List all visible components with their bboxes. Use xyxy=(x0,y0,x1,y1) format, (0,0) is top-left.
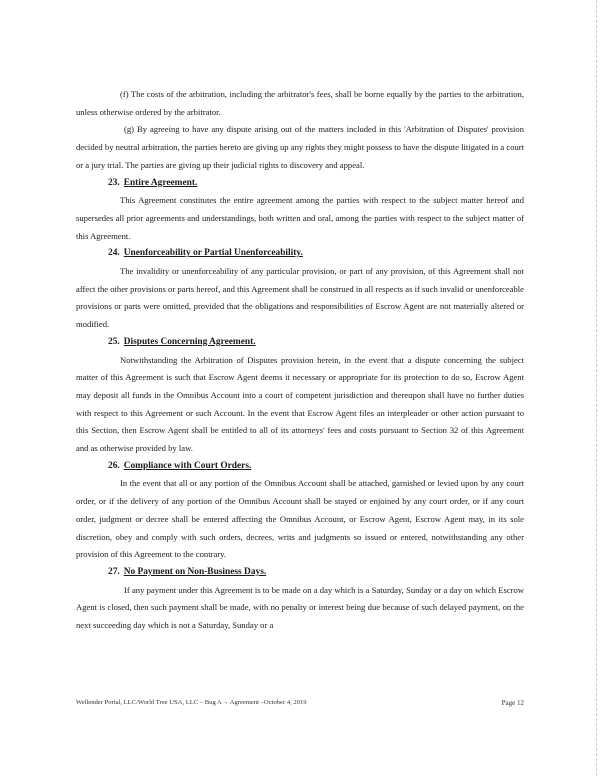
section-title: No Payment on Non-Business Days. xyxy=(123,566,267,577)
section-number: 23. xyxy=(108,177,120,188)
section-heading-25 xyxy=(76,334,524,352)
section-body-23: This Agreement constitutes the entire agreement among the parties with respect to the subject matter hereof and supersedes all prior agreements and understandings, both written and oral, among the parties with respect to the subject matter of this Agreement. xyxy=(76,195,524,241)
section-body-27: If any payment under this Agreement is to be made on a day which is a Saturday, Sunday or a day on which Escrow Agent is closed, then such payment shall be made, with no penalty or interest being due because of such delayed payment, on the next succeeding day which is not a Saturday, Sunday or a xyxy=(76,584,524,631)
footer-page-number: Page 12 xyxy=(501,699,524,707)
document-body xyxy=(76,86,524,635)
section-title: Entire Agreement. xyxy=(123,177,198,188)
page-edge-divider xyxy=(596,0,600,776)
section-title: Unenforceability or Partial Unenforceability. xyxy=(123,248,303,259)
section-heading-26 xyxy=(76,458,524,476)
section-number: 26. xyxy=(108,460,120,471)
section-heading-27 xyxy=(76,564,524,582)
section-body-26: In the event that all or any portion of the Omnibus Account shall be attached, garnished or levied upon by any court order, or if the delivery of any portion of the Omnibus Account shall be stayed or enjoined by any court order, or if any court order, judgment or decree shall be entered affecting the Omnibus Account, or Escrow Agent, Escrow Agent may, in its sole discretion, obey and comply with such orders, decrees, writs and judgments so issued or entered, notwithstanding any other provision of this Agreement to the contrary. xyxy=(76,478,524,560)
section-number: 24. xyxy=(108,248,120,259)
section-body-24: The invalidity or unenforceability of any particular provision, or part of any provision, of this Agreement shall not affect the other provisions or parts hereof, and this Agreement shall be construed in all respects as if such invalid or unenforceable provisions or parts were omitted, provided that the obligations and responsibilities of Escrow Agent are not materially altered or modified. xyxy=(76,266,524,330)
section-number: 27. xyxy=(108,566,120,577)
section-number: 25. xyxy=(108,336,120,347)
footer-document-info: Wellender Portal, LLC/World Tree USA, LLC – Bug A→ Agreement –October 4, 2019 xyxy=(76,699,307,706)
section-title: Disputes Concerning Agreement. xyxy=(123,336,256,347)
section-heading-24 xyxy=(76,245,524,263)
section-heading-23 xyxy=(76,175,524,193)
paragraph-f: (f) The costs of the arbitration, including the arbitrator's fees, shall be borne equally by the parties to the arbitration, unless otherwise ordered by the arbitrator. xyxy=(76,89,524,117)
section-body-25: Notwithstanding the Arbitration of Disputes provision herein, in the event that a dispute concerning the subject matter of this Agreement is such that Escrow Agent deems it necessary or appropriate for its protection to do so, Escrow Agent may deposit all funds in the Omnibus Account into a court of competent jurisdiction and thereupon shall have no further duties with respect to this Agreement or such Account. In the event that Escrow Agent files an interpleader or other action pursuant to this Section, then Escrow Agent shall be entitled to all of its attorneys' fees and costs pursuant to Section 32 of this Agreement and as otherwise provided by law. xyxy=(76,354,524,454)
section-title: Compliance with Court Orders. xyxy=(123,460,252,471)
paragraph-g: (g) By agreeing to have any dispute arising out of the matters included in this 'Arbitration of Disputes' provision decided by neutral arbitration, the parties hereto are giving up any rights they might possess to have the dispute litigated in a court or a jury trial. The parties are giving up their judicial rights to discovery and appeal. xyxy=(76,124,524,170)
